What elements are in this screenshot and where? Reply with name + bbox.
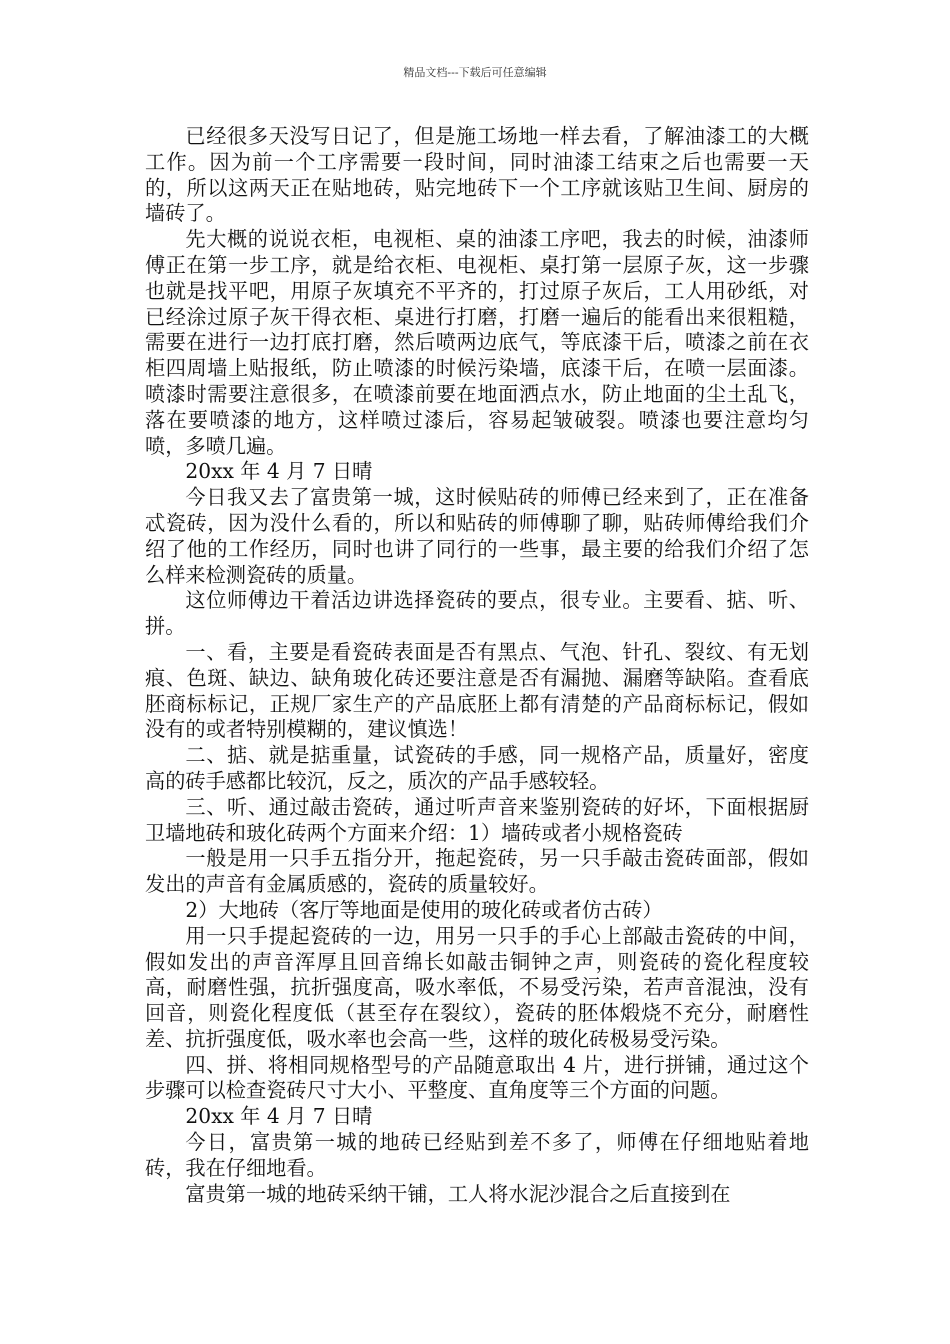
paragraph: 今日我又去了富贵第一城，这时候贴砖的师傅已经来到了，正在准备忒瓷砖，因为没什么看的，所以和贴砖的师傅聊了聊，贴砖师傅给我们介绍了他的工作经历，同时也讲了同行的一些事，最主要的给我们介绍了怎么样来检测瓷砖的质量。	[145, 485, 809, 587]
paragraph: 一、看，主要是看瓷砖表面是否有黑点、气泡、针孔、裂纹、有无划痕、色斑、缺边、缺角玻化砖还要注意是否有漏抛、漏磨等缺陷。查看底胚商标标记，正规厂家生产的产品底胚上都有清楚的产品商标标记，假如没有的或者特别模糊的，建议慎选！	[145, 639, 809, 742]
paragraph: 已经很多天没写日记了，但是施工场地一样去看，了解油漆工的大概工作。因为前一个工序需要一段时间，同时油漆工结束之后也需要一天的，所以这两天正在贴地砖，贴完地砖下一个工序就该贴卫生间、厨房的墙砖了。	[145, 124, 809, 226]
paragraph: 用一只手提起瓷砖的一边，用另一只手的手心上部敲击瓷砖的中间，假如发出的声音浑厚且回音绵长如敲击铜钟之声，则瓷砖的瓷化程度较高，耐磨性强，抗折强度高，吸水率低，不易受污染，若声音混浊，没有回音，则瓷化程度低（甚至存在裂纹），瓷砖的胚体煅烧不充分，耐磨性差、抗折强度低，吸水率也会高一些，这样的玻化砖极易受污染。	[145, 923, 809, 1051]
page-header-watermark: 精品文档---下载后可任意编辑	[403, 66, 547, 79]
date-line: 20xx 年 4 月 7 日晴	[185, 1104, 373, 1129]
paragraph: 2）大地砖（客厅等地面是使用的玻化砖或者仿古砖）	[185, 897, 663, 922]
date-line: 20xx 年 4 月 7 日晴	[185, 459, 373, 484]
paragraph: 一般是用一只手五指分开，拖起瓷砖，另一只手敲击瓷砖面部，假如发出的声音有金属质感的，瓷砖的质量较好。	[145, 846, 809, 897]
paragraph: 这位师傅边干着活边讲选择瓷砖的要点，很专业。主要看、掂、听、拼。	[145, 588, 809, 639]
paragraph: 先大概的说说衣柜，电视柜、桌的油漆工序吧，我去的时候，油漆师傅正在第一步工序，就是给衣柜、电视柜、桌打第一层原子灰，这一步骤也就是找平吧，用原子灰填充不平齐的，打过原子灰后，工人用砂纸，对已经涂过原子灰干得衣柜、桌进行打磨，打磨一遍后的能看出来很粗糙，需要在进行一边打底打磨，然后喷两边底气，等底漆干后，喷漆之前在衣柜四周墙上贴报纸，防止喷漆的时候污染墙，底漆干后，在喷一层面漆。喷漆时需要注意很多，在喷漆前要在地面洒点水，防止地面的尘土乱飞，落在要喷漆的地方，这样喷过漆后，容易起皱破裂。喷漆也要注意均匀喷，多喷几遍。	[145, 227, 809, 458]
paragraph: 四、拼、将相同规格型号的产品随意取出 4 片，进行拼铺，通过这个步骤可以检查瓷砖尺寸大小、平整度、直角度等三个方面的问题。	[145, 1052, 809, 1103]
document-body	[145, 124, 809, 1207]
paragraph: 今日，富贵第一城的地砖已经贴到差不多了，师傅在仔细地贴着地砖，我在仔细地看。	[145, 1130, 809, 1180]
paragraph: 二、掂、就是掂重量，试瓷砖的手感，同一规格产品，质量好，密度高的砖手感都比较沉，反之，质次的产品手感较轻。	[145, 743, 809, 793]
paragraph: 富贵第一城的地砖采纳干铺，工人将水泥沙混合之后直接到在	[185, 1181, 731, 1206]
paragraph: 三、听、通过敲击瓷砖，通过听声音来鉴别瓷砖的好坏，下面根据厨卫墙地砖和玻化砖两个方面来介绍：1）墙砖或者小规格瓷砖	[145, 794, 809, 845]
